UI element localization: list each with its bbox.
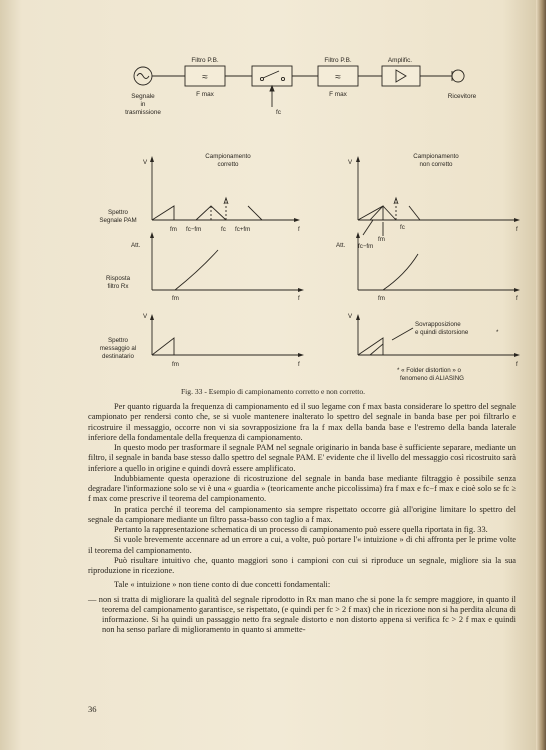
f-label-r1: f	[516, 226, 518, 233]
filter1-label: Filtro P.B.	[191, 57, 219, 64]
v-axis-label-l3: V	[143, 313, 148, 320]
att-axis-label-r2: Att.	[336, 242, 346, 249]
aliasing-note-2: fenomeno di ALIASING	[400, 375, 464, 382]
paragraph-4: In pratica perché il teorema del campionamento sia sempre rispettato occorre già all'origine limitare lo spettro del segnale da campionare mediante un filtro passa-basso con taglio a f max.	[88, 504, 516, 524]
tick-fm-r2: fm	[378, 295, 385, 302]
paragraph-8: Tale « intuizione » non tiene conto di due concetti fondamentali:	[114, 580, 331, 590]
row3-label-2: messaggio al	[99, 345, 137, 352]
filter2-label: Filtro P.B.	[324, 57, 352, 64]
receiver-icon	[452, 70, 464, 82]
signal-source-icon	[134, 67, 152, 85]
paragraph-3: Indubbiamente questa operazione di ricostruzione del segnale in banda base mediante filtraggio è possibile senza degradare l'informazione solo se vi è una « guardia » (teoricamente anche piccolissima) fra f max e fc−f max e cioè solo se fc ≥ f max come prescrive il teorema del campionamento.	[88, 473, 516, 504]
col-right-title-2: non corretto	[419, 161, 453, 168]
att-axis-label-l2: Att.	[131, 242, 141, 249]
tick-fm-l2: fm	[172, 295, 179, 302]
tick-fm-l3: fm	[172, 361, 179, 368]
tick-fm-l1: fm	[170, 226, 177, 233]
v-axis-label-r3: V	[348, 313, 353, 320]
paragraph-6: Si vuole brevemente accennare ad un errore a cui, a volte, può portare l'« intuizione » di chi affronta per le prime volte il teorema del campionamento.	[88, 535, 516, 555]
col-left-title-1: Campionamento	[205, 153, 251, 160]
filter2-symbol: ≈	[335, 72, 341, 83]
sampling-fc-label: fc	[276, 109, 281, 116]
filter1-symbol: ≈	[202, 72, 208, 83]
tick-fcfm-l1: fc−fm	[186, 226, 202, 233]
v-axis-label-l1: V	[143, 159, 148, 166]
source-label-3: trasmissione	[125, 109, 161, 116]
overlap-note-2: e quindi distorsione	[415, 329, 469, 336]
f-label-l1: f	[298, 226, 300, 233]
tick-fcfm-r1: fc−fm	[358, 243, 374, 250]
source-label-1: Segnale	[131, 93, 155, 100]
paragraph-2: In questo modo per trasformare il segnale PAM nel segnale originario in banda base è sufficiente separare, mediante un filtro, il segnale in banda base stesso dallo spettro del segnale PAM. E' evidente che il livello del messaggio così ricostruito sarà inferiore a quello in origine e quindi dovrà essere amplificato.	[88, 443, 516, 473]
amplifier	[382, 66, 420, 86]
row2-label-1: Risposta	[105, 275, 131, 282]
aliasing-note-1: * « Folder distortion » o	[397, 367, 461, 374]
tick-fc-l1: fc	[221, 226, 226, 233]
page-number: 36	[88, 704, 97, 714]
sampler-switch	[252, 66, 292, 86]
row3-label-3: destinatario	[102, 353, 134, 360]
filter2-fmax: F max	[329, 91, 347, 98]
row1-label-1: Spettro	[108, 209, 128, 216]
tick-fcplusfm-l1: fc+fm	[235, 226, 251, 233]
col-left-title-2: corretto	[217, 161, 239, 168]
f-label-r3: f	[516, 361, 518, 368]
col-right-title-1: Campionamento	[413, 153, 459, 160]
f-label-l2: f	[298, 295, 300, 302]
tick-fc-r1: fc	[400, 224, 405, 231]
paragraph-5: Pertanto la rappresentazione schematica di un processo di campionamento può essere quella riportata in fig. 33.	[114, 525, 488, 534]
f-label-r2: f	[516, 295, 518, 302]
list-item-1: — non si tratta di migliorare la qualità del segnale riprodotto in Rx man mano che si pone la fc sempre maggiore, in quanto il teorema del campionamento garantisce, se rispettato, (e quindi per fc > 2 f max) che in ricezione non si ha perdita alcuna di informazione. Si ha quindi un passaggio netto fra segnale distorto e non distorto appena si verifica fc > 2 f max e quindi non ha senso parlare di miglioramento in quanto si ammette-	[88, 594, 516, 635]
paragraph-1: Per quanto riguarda la frequenza di campionamento ed il suo legame con f max basta considerare lo spettro del segnale campionato per rendersi conto che, se si vuole mantenere inalterato lo spettro del segnale in banda base per poi filtrarlo e ricostruire il messaggio, occorre non vi sia sovrapposizione fra la f max della banda base e l'estremo della banda laterale inferiore della fondamentale della frequenza di campionamento.	[88, 402, 516, 442]
receiver-label: Ricevitore	[447, 93, 477, 100]
row1-label-2: Segnale PAM	[99, 217, 137, 224]
paragraph-7: Può risultare intuitivo che, quanto maggiori sono i campioni con cui si riproduce un segnale, migliore sia la sua riproduzione in ricezione.	[88, 555, 516, 575]
filter1-fmax: F max	[196, 91, 214, 98]
source-label-2: in	[140, 101, 146, 108]
row2-label-2: filtro Rx	[107, 283, 129, 290]
v-axis-label-r1: V	[348, 159, 353, 166]
overlap-star: *	[496, 329, 499, 336]
row3-label-1: Spettro	[108, 337, 128, 344]
figure-caption: Fig. 33 - Esempio di campionamento corretto e non corretto.	[180, 387, 366, 396]
tick-fm-r1: fm	[378, 236, 385, 243]
amplifier-label: Amplific.	[387, 57, 413, 64]
body-text	[88, 402, 516, 636]
overlap-note-1: Sovrapposizione	[415, 321, 461, 328]
f-label-l3: f	[298, 361, 300, 368]
